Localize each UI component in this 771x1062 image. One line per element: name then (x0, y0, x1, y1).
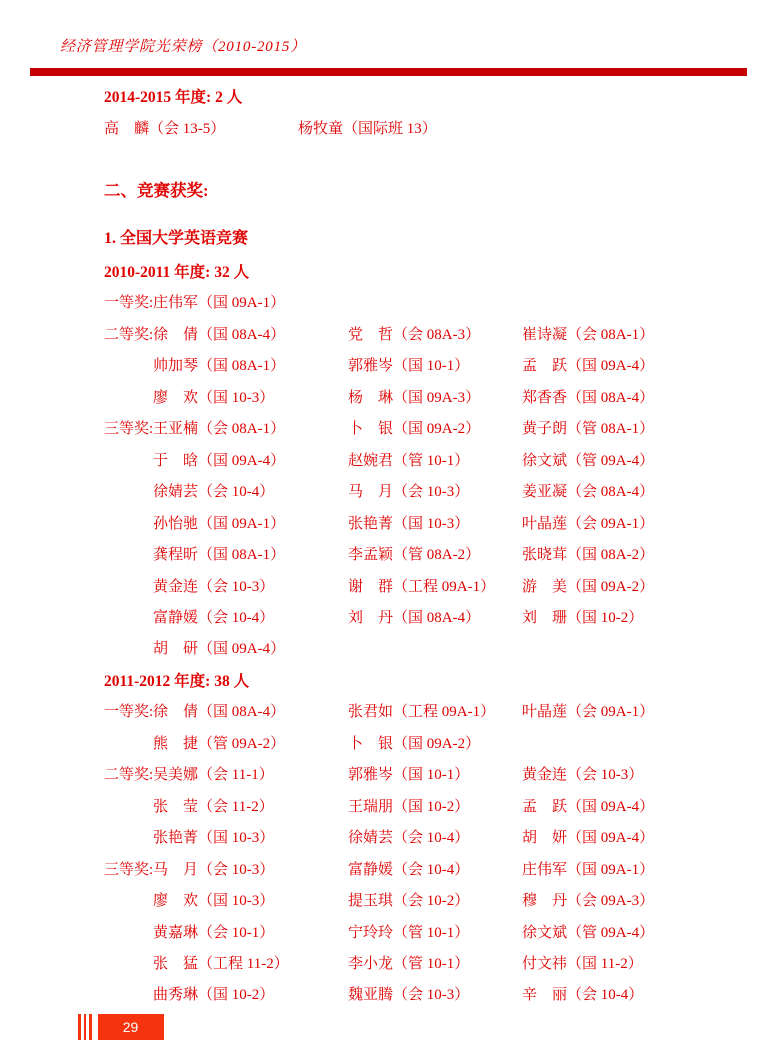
award-row (104, 855, 751, 886)
award-row (104, 509, 751, 540)
subsection-heading: 1. 全国大学英语竞赛 (104, 230, 249, 247)
award-row (104, 540, 751, 571)
award-row (104, 320, 751, 351)
awardee-entry: 孟 跃（国 09A-4） (522, 798, 655, 815)
awardee-entry: 叶晶莲（会 09A-1） (522, 704, 655, 721)
award-row (104, 634, 751, 665)
awardee-entry: 姜亚凝（会 08A-4） (522, 484, 655, 501)
award-row (104, 477, 751, 508)
awardee-entry: 徐婧芸（会 10-4） (153, 484, 275, 501)
year-heading: 2011-2012 年度: 38 人 (104, 672, 250, 690)
award-label: 一等奖: (104, 704, 154, 721)
award-row (104, 414, 751, 445)
doc-title: 经济管理学院光荣榜（2010-2015） (60, 39, 306, 55)
award-label (104, 886, 153, 917)
year-heading: 2010-2011 年度: 32 人 (104, 264, 250, 281)
award-label: 二等奖: (104, 326, 154, 343)
awardee-entry: 李孟颖（管 08A-2） (348, 547, 481, 564)
awardee-entry: 郭雅岑（国 10-1） (348, 767, 470, 784)
awardee-entry: 徐文斌（管 09A-4） (522, 452, 655, 469)
intro-block (104, 82, 741, 145)
awardee-entry: 卜 银（国 09A-2） (348, 735, 481, 752)
award-label: 三等奖: (104, 861, 154, 878)
awardee-entry: 庄伟军（国 09A-1） (522, 861, 655, 878)
awardee-entry: 刘 珊（国 10-2） (522, 609, 644, 626)
awardee-entry (522, 729, 751, 760)
award-row (104, 572, 751, 603)
award-row (104, 823, 751, 854)
award-label (104, 980, 153, 1011)
page-number: 29 (122, 1019, 139, 1035)
awardee-entry: 王亚楠（会 08A-1） (153, 421, 286, 438)
awardee-entry: 宁玲玲（管 10-1） (348, 924, 470, 941)
award-row (104, 446, 751, 477)
award-label (104, 634, 153, 665)
page-number-box (98, 1014, 164, 1040)
awardee-entry: 李小龙（管 10-1） (348, 955, 470, 972)
awardee-entry: 提玉琪（会 10-2） (348, 893, 470, 910)
award-row (104, 949, 751, 980)
awardee-entry (522, 634, 751, 665)
award-row (104, 351, 751, 382)
awardee-entry: 徐 倩（国 08A-4） (153, 704, 286, 721)
awardee-entry: 庄伟军（国 09A-1） (153, 295, 286, 312)
awardee-entry: 于 晗（国 09A-4） (153, 452, 286, 469)
awardee-entry: 杨 琳（国 09A-3） (348, 389, 481, 406)
awardee-entry (348, 288, 522, 319)
awardee-entry: 张艳菁（国 10-3） (348, 515, 470, 532)
awardee-entry: 叶晶莲（会 09A-1） (522, 515, 655, 532)
awardee-entry: 帅加琴（国 08A-1） (153, 358, 286, 375)
award-row (104, 729, 751, 760)
award-label (104, 949, 153, 980)
awardee-entry: 崔诗凝（会 08A-1） (522, 326, 655, 343)
awardee-entry: 付文祎（国 11-2） (522, 955, 643, 972)
award-row (104, 697, 751, 728)
awardee-entry: 卜 银（国 09A-2） (348, 421, 481, 438)
award-row (104, 980, 751, 1011)
awardee-entry: 富静媛（会 10-4） (348, 861, 470, 878)
year-heading: 2014-2015 年度: 2 人 (104, 89, 243, 106)
awardee-entry: 孙怡驰（国 09A-1） (153, 515, 286, 532)
awardee-entry: 徐 倩（国 08A-4） (153, 326, 286, 343)
awardee-entry: 张艳菁（国 10-3） (153, 830, 275, 847)
award-label: 三等奖: (104, 421, 154, 438)
awardee-entry: 徐婧芸（会 10-4） (348, 830, 470, 847)
award-row (104, 603, 751, 634)
award-label (104, 509, 153, 540)
awardee-entry: 刘 丹（国 08A-4） (348, 609, 481, 626)
awardee-entry: 穆 丹（会 09A-3） (522, 893, 655, 910)
header-rule-divider (30, 68, 747, 76)
award-row (104, 760, 751, 791)
award-row (104, 792, 751, 823)
awardee-entry: 孟 跃（国 09A-4） (522, 358, 655, 375)
award-label: 二等奖: (104, 767, 154, 784)
awardee-entry: 王瑞朋（国 10-2） (348, 798, 470, 815)
section-heading: 二、竞赛获奖: (104, 181, 209, 200)
awardee-entry: 张君如（工程 09A-1） (348, 704, 496, 721)
awardee-entry: 党 哲（会 08A-3） (348, 326, 481, 343)
awardee-entry: 曲秀琳（国 10-2） (153, 987, 275, 1004)
awardee-entry: 胡 妍（国 09A-4） (522, 830, 655, 847)
footer-stripe-decoration (89, 1014, 92, 1040)
awardee-entry: 张 莹（会 11-2） (153, 798, 274, 815)
awardee-entry: 魏亚腾（会 10-3） (348, 987, 470, 1004)
award-row (104, 288, 751, 319)
award-list (104, 257, 751, 1012)
awardee-entry: 张 猛（工程 11-2） (153, 955, 289, 972)
awardee-entry: 徐文斌（管 09A-4） (522, 924, 655, 941)
award-label (104, 729, 153, 760)
awardee-entry: 龚程昕（国 08A-1） (153, 547, 286, 564)
awardee-entry: 高 麟（会 13-5） (104, 120, 226, 137)
awardee-entry: 赵婉君（管 10-1） (348, 452, 470, 469)
awardee-entry: 熊 捷（管 09A-2） (153, 735, 286, 752)
awardee-entry: 辛 丽（会 10-4） (522, 987, 644, 1004)
footer-stripe-decoration (78, 1014, 81, 1040)
awardee-entry: 郑香香（国 08A-4） (522, 389, 655, 406)
awardee-entry: 黄子朗（管 08A-1） (522, 421, 655, 438)
awardee-entry: 马 月（会 10-3） (348, 484, 470, 501)
award-label (104, 351, 153, 382)
award-row (104, 918, 751, 949)
award-label (104, 477, 153, 508)
awardee-entry: 游 美（国 09A-2） (522, 578, 655, 595)
awardee-entry: 杨牧童（国际班 13） (298, 120, 437, 137)
award-label: 一等奖: (104, 295, 154, 312)
awardee-entry: 吴美娜（会 11-1） (153, 767, 274, 784)
award-label (104, 792, 153, 823)
awardee-entry: 黄嘉琳（会 10-1） (153, 924, 275, 941)
awardee-entry: 黄金连（会 10-3） (153, 578, 275, 595)
awardee-entry: 郭雅岑（国 10-1） (348, 358, 470, 375)
award-label (104, 446, 153, 477)
award-row (104, 886, 751, 917)
award-label (104, 540, 153, 571)
awardee-entry: 廖 欢（国 10-3） (153, 893, 275, 910)
award-label (104, 383, 153, 414)
award-label (104, 918, 153, 949)
award-row (104, 383, 751, 414)
awardee-entry (522, 288, 751, 319)
footer-stripe-decoration (84, 1014, 87, 1040)
awardee-entry (348, 634, 522, 665)
awardee-entry: 马 月（会 10-3） (153, 861, 275, 878)
page-footer (78, 1014, 164, 1040)
awardee-entry: 胡 研（国 09A-4） (153, 641, 286, 658)
awardee-entry: 谢 群（工程 09A-1） (348, 578, 496, 595)
awardee-entry: 黄金连（会 10-3） (522, 767, 644, 784)
award-label (104, 823, 153, 854)
awardee-entry: 廖 欢（国 10-3） (153, 389, 275, 406)
awardee-entry: 张晓茸（国 08A-2） (522, 547, 655, 564)
award-row (104, 114, 741, 146)
award-label (104, 572, 153, 603)
award-label (104, 603, 153, 634)
awardee-entry: 富静媛（会 10-4） (153, 609, 275, 626)
